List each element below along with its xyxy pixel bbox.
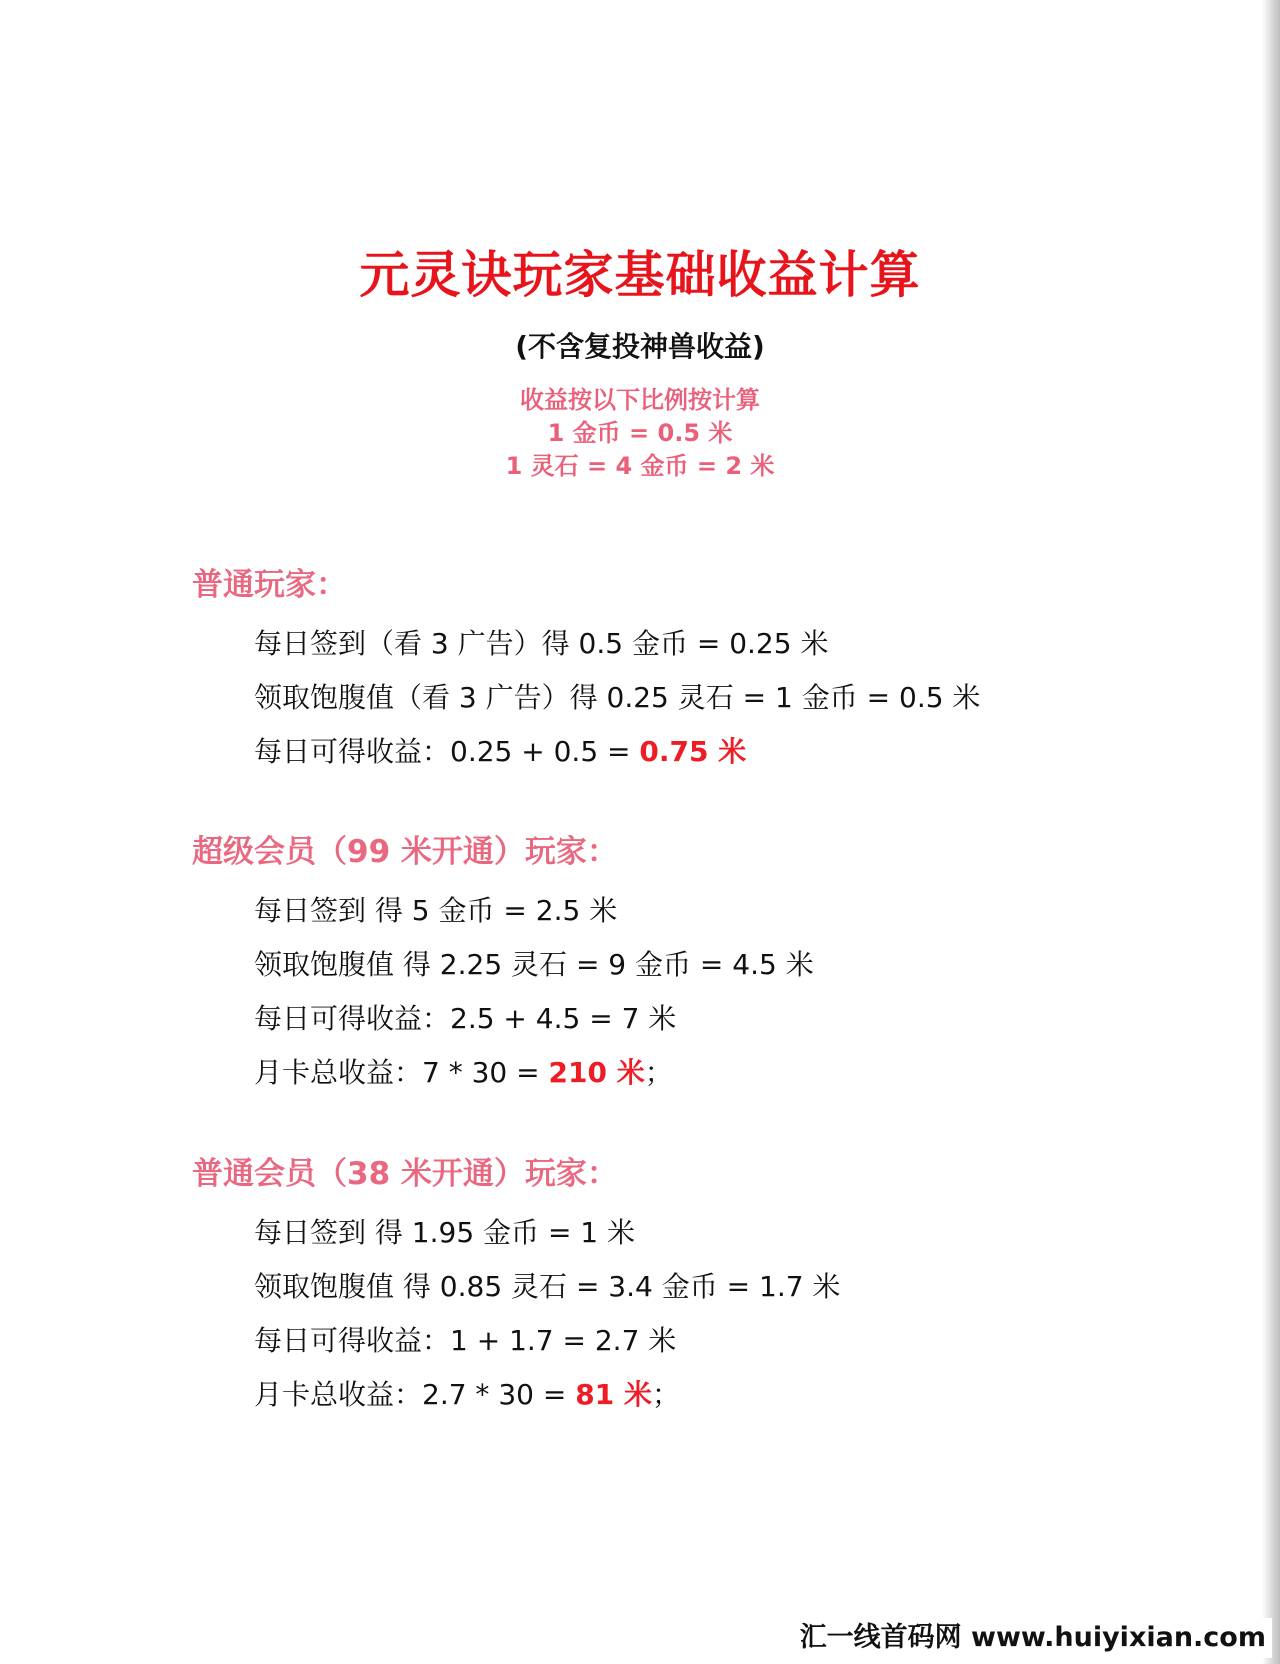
- section-title: 普通玩家：: [192, 567, 347, 603]
- income-line: [192, 1260, 1232, 1314]
- income-line: [192, 1206, 1232, 1260]
- income-line: [192, 1314, 1232, 1368]
- income-line: [192, 884, 1232, 938]
- income-line: [192, 1368, 1232, 1422]
- income-line-text: 领取饱腹值 得 0.85 灵石 = 3.4 金币 = 1.7 米: [254, 1270, 841, 1303]
- exchange-rate-line-1: 1 金币 = 0.5 米: [547, 419, 733, 447]
- site-watermark: 汇一线首码网 www.huiyixian.com: [794, 1618, 1272, 1658]
- section-title: 超级会员（99 米开通）玩家：: [192, 834, 618, 870]
- section-super-member: [192, 832, 1232, 1100]
- section-normal-member: [192, 1154, 1232, 1422]
- exchange-rate-line-2: 1 灵石 = 4 金币 = 2 米: [505, 452, 775, 480]
- income-line-text: 每日签到 得 1.95 金币 = 1 米: [254, 1216, 636, 1249]
- income-highlight: 0.75 米: [639, 735, 747, 768]
- income-line: [192, 938, 1232, 992]
- income-line-text: 领取饱腹值 得 2.25 灵石 = 9 金币 = 4.5 米: [254, 948, 814, 981]
- income-line: [192, 725, 1232, 779]
- exchange-rate-block: [0, 384, 1280, 483]
- income-line-text: 每日可得收益：0.25 + 0.5 =: [254, 735, 640, 768]
- income-highlight: 210 米: [548, 1056, 645, 1089]
- income-line-text: 每日签到（看 3 广告）得 0.5 金币 = 0.25 米: [254, 627, 829, 660]
- income-line: [192, 1046, 1232, 1100]
- section-normal-player: [192, 565, 1232, 779]
- income-highlight: 81 米: [575, 1378, 652, 1411]
- section-title: 普通会员（38 米开通）玩家：: [192, 1156, 618, 1192]
- income-line: [192, 992, 1232, 1046]
- page-subtitle: (不含复投神兽收益): [515, 330, 765, 363]
- income-line-text: 月卡总收益：7 * 30 =: [254, 1056, 549, 1089]
- income-line: [192, 617, 1232, 671]
- income-line-text: 每日可得收益：1 + 1.7 = 2.7 米: [254, 1324, 677, 1357]
- exchange-rate-heading: 收益按以下比例按计算: [520, 386, 760, 414]
- income-line-text: 每日可得收益：2.5 + 4.5 = 7 米: [254, 1002, 677, 1035]
- income-line-suffix: ；: [651, 1378, 680, 1411]
- income-line-text: 每日签到 得 5 金币 = 2.5 米: [254, 894, 618, 927]
- income-line-text: 领取饱腹值（看 3 广告）得 0.25 灵石 = 1 金币 = 0.5 米: [254, 681, 981, 714]
- income-line: [192, 671, 1232, 725]
- page-title: 元灵诀玩家基础收益计算: [359, 246, 921, 304]
- income-line-suffix: ；: [644, 1056, 673, 1089]
- income-line-text: 月卡总收益：2.7 * 30 =: [254, 1378, 576, 1411]
